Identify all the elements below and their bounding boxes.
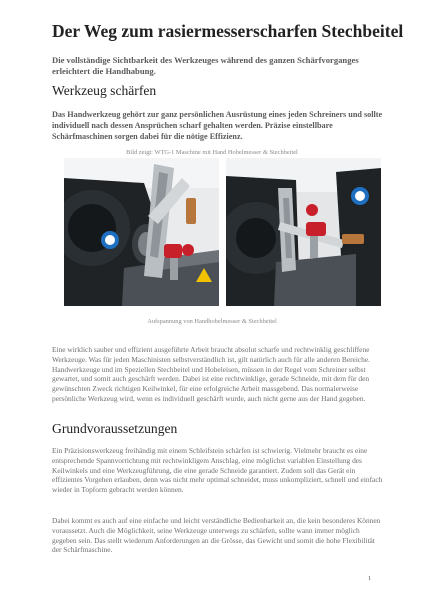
photo-machine-stechbeitel (226, 158, 381, 306)
body-paragraph-3: Dabei kommt es auch auf eine einfache und leicht verständliche Bedienbarkeit an, die kein besonderes Können voraussetzt. Auch die Möglichkeit, seine Werkzeuge unterwegs zu schärfen, sollte wann immer möglich gegeben sein. Das stellt wiederum Anforderungen an die Grösse, das Gewicht und somit die hohe Flexibilität der Schärfmaschine. (52, 516, 381, 555)
body-paragraph-1: Eine wirklich sauber und effizient ausgeführte Arbeit braucht absolut scharfe und rechtwinklig geschliffene Werkzeuge. Was für jeden Maschinisten selbstverständlich ist, gilt natürlich auch für alle anderen Bereiche. Handwerkzeuge und im Speziellen Stechbeitel und Hobeleisen, müssen in der Regel vom Schreiner selbst gewartet, und somit auch geschärft werden. Dabei ist eine rechtwinklige, gerade Schneide, mit dem für den gewünschten Zweck richtigen Keilwinkel, für eine erfolgreiche Arbeit massgebend. Das normalerweise persönliche Werkzeug wird, wenn es individuell geschärft wurde, auch nicht gerne aus der Hand gegeben. (52, 345, 370, 403)
photo-machine-hobelmesser (64, 158, 219, 306)
page-number: 1 (368, 575, 372, 582)
body-paragraph-2: Ein Präzisionswerkzeug freihändig mit einem Schleifstein schärfen ist schwierig. Vielmehr braucht es eine entsprechende Spannvorrichtung mit rechtwinkligem Anschlag, eine möglichst variablen Einstellung des Keilwinkels und eine Werkzeugführung, die eine gerade Schneide garantiert. Zudem soll das Gerät ein effizientes Vorgehen erlauben, denn was nicht mehr optimal schneidet, muss unkompliziert, schnell und einfach wieder in Topform gebracht werden können. (52, 446, 383, 495)
image-caption-bottom: Aufspannung von Handhobelmesser & Stechbeitel (147, 318, 277, 325)
image-caption-top: Bild zeigt: WTG-1 Maschine mit Hand Hobelmesser & Stechbeitel (126, 149, 298, 156)
section-heading-werkzeug-schaerfen: Werkzeug schärfen (52, 83, 157, 98)
page-title: Der Weg zum rasiermesserscharfen Stechbeitel (52, 21, 404, 41)
section-intro: Das Handwerkzeug gehört zur ganz persönlichen Ausrüstung eines jeden Schreiners und sollte individuell nach dessen Ansprüchen scharf gehalten werden. Präzise einstellbare Schärfmaschinen sorgen dabei für die nötige Effizienz. (52, 110, 383, 141)
lead-paragraph: Die vollständige Sichtbarkeit des Werkzeuges während des ganzen Schärfvorganges erleichtert die Handhabung. (52, 55, 359, 76)
section-heading-grundvoraussetzungen: Grundvoraussetzungen (52, 421, 178, 436)
